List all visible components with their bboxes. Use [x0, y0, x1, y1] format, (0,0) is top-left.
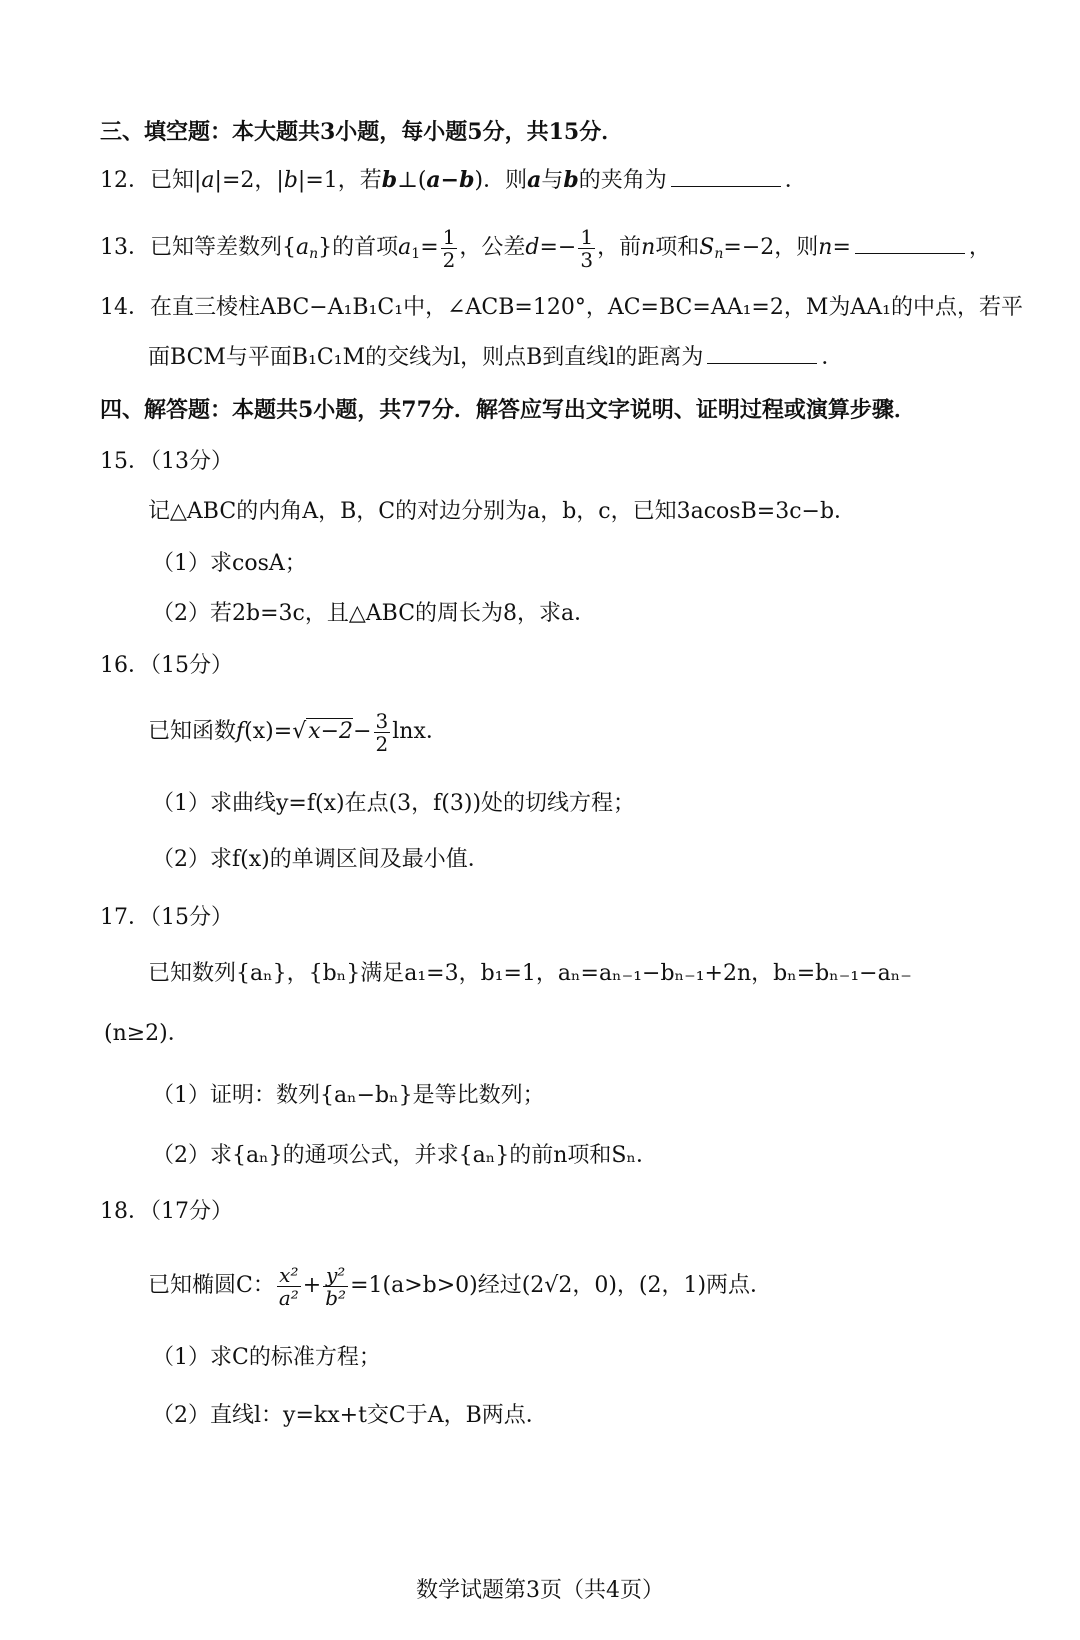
subscript: 1 [411, 246, 421, 262]
question-16-stem [148, 706, 448, 758]
text: + [302, 1273, 322, 1298]
fraction-y-squared-over-b-squared [323, 1264, 348, 1309]
answer-blank[interactable] [855, 235, 965, 254]
text: |=1，若 [297, 168, 382, 193]
denominator: 2 [375, 731, 389, 756]
radicand: x−2 [308, 719, 354, 744]
question-16-part-2: （2）求f(x)的单调区间及最小值． [152, 847, 490, 872]
fraction-three-halves [374, 710, 391, 755]
text: 项和 [655, 235, 700, 260]
numerator: 1 [580, 224, 594, 249]
numerator: 1 [442, 224, 456, 249]
question-16-head: 16．（15分） [100, 653, 233, 678]
text: 在直三棱柱ABC−A₁B₁C₁中，∠ACB=120°，AC=BC=AA₁=2，M为AA₁的中点，若平 [150, 295, 1023, 320]
denominator: a² [278, 1285, 299, 1310]
text: (x)= [244, 719, 293, 744]
question-17-part-1: （1）证明：数列{aₙ−bₙ}是等比数列； [152, 1083, 545, 1108]
text: ⊥( [397, 168, 427, 193]
question-15-part-2: （2）若2b=3c，且△ABC的周长为8，求a． [152, 601, 597, 626]
numerator: y² [325, 1262, 346, 1287]
subscript: n [714, 246, 724, 262]
question-18-part-2: （2）直线l：y=kx+t交C于A，B两点． [152, 1403, 548, 1428]
var: f [236, 719, 245, 744]
text: )．则 [474, 168, 528, 193]
var: d [525, 235, 540, 260]
section-3-heading: 三、填空题：本大题共3小题，每小题5分，共15分． [100, 119, 624, 145]
var: b [381, 167, 398, 193]
var: a [398, 235, 412, 260]
question-18-head: 18．（17分） [100, 1199, 233, 1224]
var: b [283, 168, 298, 193]
question-17-stem: 已知数列{aₙ}，{bₙ}满足a₁=3，b₁=1，aₙ=aₙ₋₁−bₙ₋₁+2n，bₙ=bₙ₋₁−aₙ₋ [148, 961, 912, 986]
text: = [420, 235, 439, 260]
question-16-part-1: （1）求曲线y=f(x)在点(3，f(3))处的切线方程； [152, 791, 636, 816]
page-footer: 数学试题第3页（共4页） [416, 1578, 664, 1603]
var: a [527, 167, 542, 193]
text: }的首项 [318, 235, 399, 260]
text: 与 [541, 168, 564, 193]
var: S [699, 235, 715, 260]
var: n [818, 235, 833, 260]
denominator: 3 [580, 247, 594, 272]
text: 的夹角为 [578, 168, 667, 193]
fraction-x-squared-over-a-squared [277, 1264, 301, 1309]
question-number: 12． [100, 168, 150, 193]
answer-blank[interactable] [671, 168, 781, 187]
var: a [296, 235, 310, 260]
question-number: 14． [100, 295, 150, 320]
question-13 [100, 222, 991, 280]
question-18-stem [148, 1258, 772, 1314]
denominator: b² [325, 1285, 347, 1310]
question-number: 13． [100, 235, 150, 260]
sqrt-sign: √ [292, 719, 307, 744]
question-15-head: 15．（13分） [100, 449, 233, 474]
text: − [353, 719, 372, 744]
question-17-part-2: （2）求{aₙ}的通项公式，并求{aₙ}的前n项和Sₙ． [152, 1143, 659, 1168]
question-12 [100, 166, 807, 195]
text: 已知函数 [148, 719, 237, 744]
text: |=2，| [214, 168, 284, 193]
question-18-part-1: （1）求C的标准方程； [152, 1345, 381, 1370]
text: =−2，则 [723, 235, 819, 260]
text: 已知| [150, 168, 202, 193]
expr: a−b [426, 167, 475, 193]
subscript: n [309, 246, 319, 262]
var: a [201, 168, 215, 193]
text: ， [968, 235, 991, 260]
text: ，公差 [459, 235, 526, 260]
text: ． [821, 345, 844, 370]
denominator: 2 [442, 247, 456, 272]
text: lnx． [392, 719, 448, 744]
question-14-line-2 [148, 344, 843, 372]
text: =1(a>b>0)经过(2√2，0)，(2，1)两点． [350, 1273, 773, 1298]
text: 面BCM与平面B₁C₁M的交线为l，则点B到直线l的距离为 [148, 345, 704, 370]
numerator: x² [279, 1262, 299, 1287]
text: ，前 [597, 235, 642, 260]
question-17-head: 17．（15分） [100, 905, 233, 930]
question-14-line-1 [100, 294, 1023, 322]
question-15-part-1: （1）求cosA； [152, 551, 307, 576]
question-17-stem-2: (n≥2)． [104, 1021, 190, 1046]
text: 已知等差数列{ [150, 235, 296, 260]
section-4-heading: 四、解答题：本题共5小题，共77分．解答应写出文字说明、证明过程或演算步骤． [100, 397, 916, 423]
text: = [832, 235, 851, 260]
numerator: 3 [375, 708, 389, 733]
text: ． [784, 168, 807, 193]
var: b [563, 167, 579, 193]
text: =− [539, 235, 577, 260]
fraction-one-half [441, 226, 458, 271]
text: 已知椭圆C： [148, 1273, 275, 1298]
var: n [641, 235, 656, 260]
fraction-one-third [578, 226, 595, 271]
answer-blank[interactable] [707, 345, 817, 364]
question-15-stem: 记△ABC的内角A，B，C的对边分别为a，b，c，已知3acosB=3c−b． [148, 499, 857, 524]
